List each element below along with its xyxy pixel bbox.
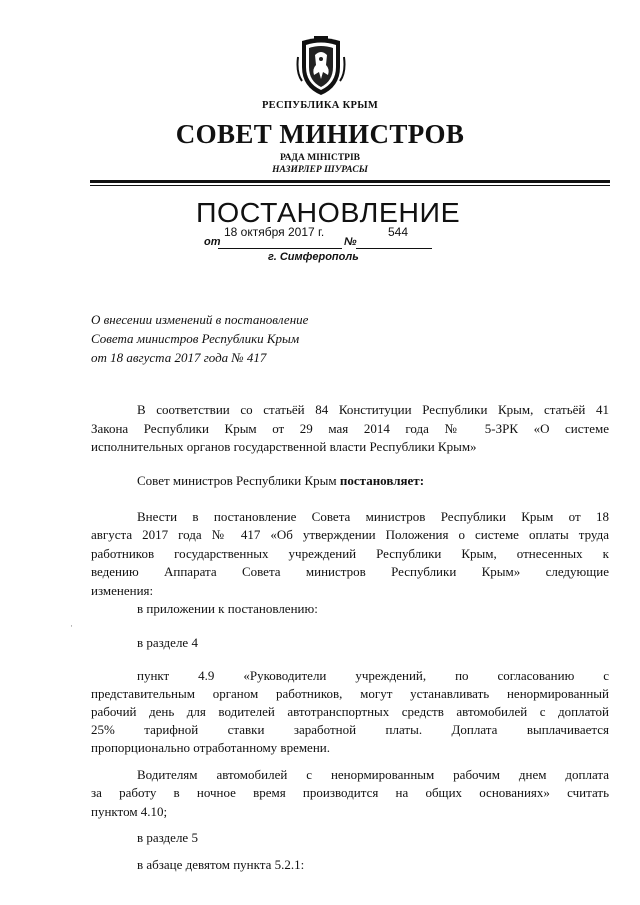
republic-name: РЕСПУБЛИКА КРЫМ: [261, 100, 379, 111]
resolve-line: [91, 472, 609, 491]
amend-line: августа 2017 года № 417 «Об утверждении Положения о системе оплаты труда: [91, 527, 609, 542]
amend-line: ведению Аппарата Совета министров Республики Крым» следующие: [91, 564, 609, 579]
subject-line: О внесении изменений в постановление: [91, 312, 309, 327]
drivers-line: Водителям автомобилей с ненормированным рабочим днем доплата: [137, 767, 609, 782]
annex-line: в приложении к постановлению:: [137, 601, 318, 616]
drivers-line: за работу в ночное время производится на общих основаниях» считать: [91, 785, 609, 800]
subject-line: Совета министров Республики Крым: [91, 331, 300, 346]
basis-line: Закона Республики Крым от 29 мая 2014 года № 5-ЗРК «О системе: [91, 421, 609, 436]
paragraph-9-line: в абзаце девятом пункта 5.2.1:: [137, 857, 305, 872]
header-rule-thin: [90, 185, 610, 186]
subject-line: от 18 августа 2017 года № 417: [91, 350, 267, 365]
document-type: ПОСТАНОВЛЕНИЕ: [196, 197, 461, 228]
date-number-line: [204, 226, 444, 250]
number-field-underline: [356, 238, 432, 249]
section-5-line: в разделе 5: [137, 830, 198, 845]
margin-mark: ·: [70, 621, 73, 631]
point-line: 25% тарифной ставки заработной платы. Доплата выплачивается: [91, 722, 609, 737]
council-title: СОВЕТ МИНИСТРОВ: [175, 119, 465, 149]
point-line: рабочий день для водителей автотранспортных средств автомобилей с доплатой: [91, 704, 609, 719]
council-title-crimean-tatar: НАЗИРЛЕР ШУРАСЫ: [272, 165, 368, 175]
crimea-coat-of-arms-icon: [296, 35, 346, 97]
amend-line: изменения:: [91, 583, 154, 598]
resolve-text: Совет министров Республики Крым: [137, 473, 340, 488]
basis-line: исполнительных органов государственной власти Республики Крым»: [91, 439, 477, 454]
point-line: пункт 4.9 «Руководители учреждений, по согласованию с: [137, 668, 609, 683]
point-line: пропорционально отработанному времени.: [91, 740, 330, 755]
point-line: представительным органом работников, могут устанавливать ненормированный: [91, 686, 609, 701]
header-rule-thick: [90, 180, 610, 183]
amend-line: работников государственных учреждений Республики Крым, отнесенных к: [91, 546, 609, 561]
document-date: 18 октября 2017 г.: [224, 225, 325, 239]
basis-line: В соответствии со статьёй 84 Конституции Республики Крым, статьёй 41: [137, 402, 609, 417]
resolve-keyword: постановляет:: [339, 473, 425, 488]
document-number: 544: [388, 225, 409, 239]
date-field-underline: [218, 238, 342, 249]
amend-line: Внести в постановление Совета министров Республики Крым от 18: [137, 509, 609, 524]
drivers-line: пунктом 4.10;: [91, 804, 168, 819]
council-title-ukrainian: РАДА МІНІСТРІВ: [279, 153, 360, 163]
section-4-line: в разделе 4: [137, 635, 198, 650]
date-label: от: [204, 236, 221, 248]
number-label: №: [344, 236, 357, 248]
document-city: г. Симферополь: [268, 251, 359, 263]
